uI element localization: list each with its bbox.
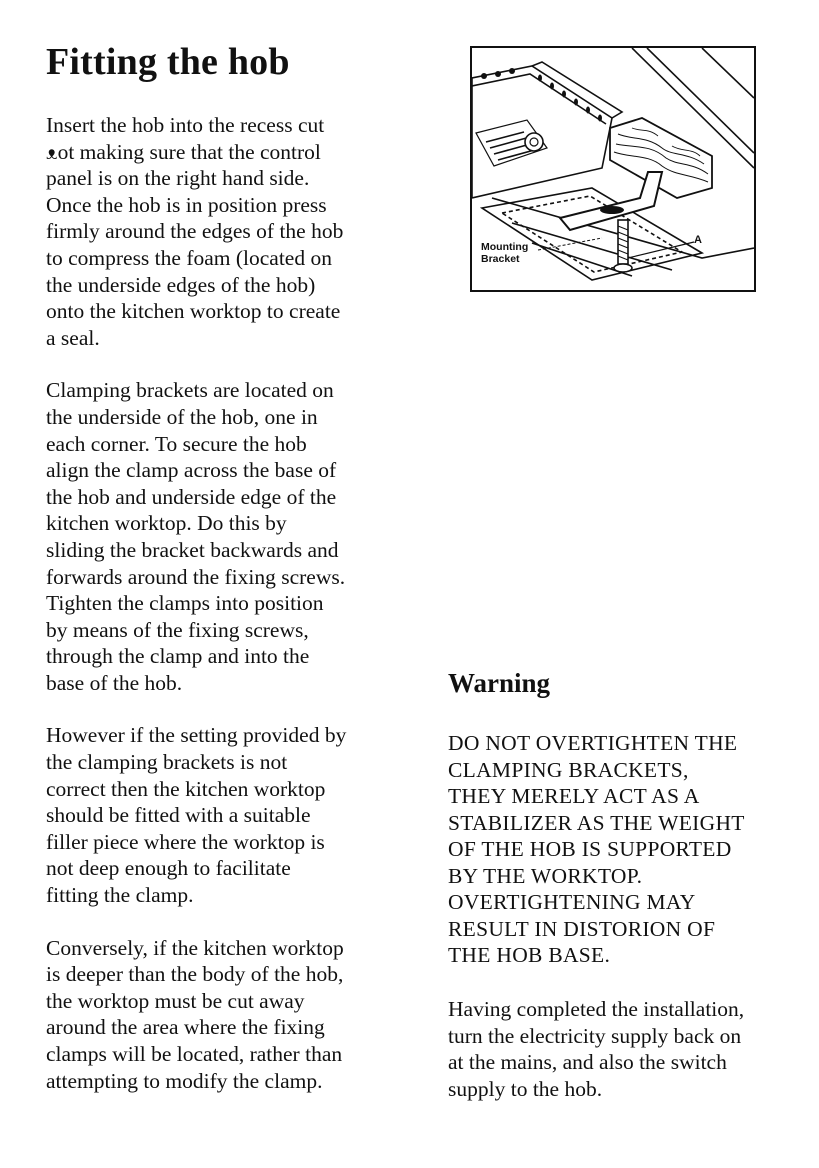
instructions-column [46,112,401,1094]
callout-a-label: A [694,234,702,246]
warning-heading: Warning [448,668,551,698]
page-title: Fitting the hob [46,41,290,83]
paragraph-clamping-brackets: Clamping brackets are located on the underside of the hob, one in each corner. To secure the hob align the clamp across the base of the hob and underside edge of the kitchen worktop. Do this by sliding the bracket backwards and forwards around the fixing screws. Tighten the clamps into position by means of the fixing screws, through the clamp and into the base of the hob. [46,378,346,695]
clamp-bracket [560,172,662,230]
fixing-screw [614,220,632,272]
closing-paragraph: Having completed the installation, turn the electricity supply back on at the mains, and also the switch supply to the hob. [448,997,745,1101]
mounting-bracket-label: Mounting Bracket [481,241,529,265]
worktop-block [610,118,712,198]
mounting-bracket-illustration [470,46,756,292]
paragraph-insert-hob: Insert the hob into the recess cut ᴥot making sure that the control panel is on the right hand side. Once the hob is in position press firmly around the edges of the hob to compress the foam (located on the underside edges of the hob) onto the kitchen worktop to create a seal. [46,113,344,350]
paragraph-filler-piece: However if the setting provided by the clamping brackets is not correct then the kitchen worktop should be fitted with a suitable filler piece where the worktop is not deep enough to facilitate fitting the clamp. [46,723,347,908]
paragraph-cut-worktop: Conversely, if the kitchen worktop is deeper than the body of the hob, the worktop must be cut away around the area where the fixing clamps will be located, rather than attempting to modify the clamp. [46,935,344,1093]
warning-text: DO NOT OVERTIGHTEN THE CLAMPING BRACKETS, THEY MERELY ACT AS A STABILIZER AS THE WEIGHT OF THE HOB IS SUPPORTED BY THE WORKTOP. OVERTIGHTENING MAY RESULT IN DISTORION OF THE HOB BASE. [448,731,745,967]
